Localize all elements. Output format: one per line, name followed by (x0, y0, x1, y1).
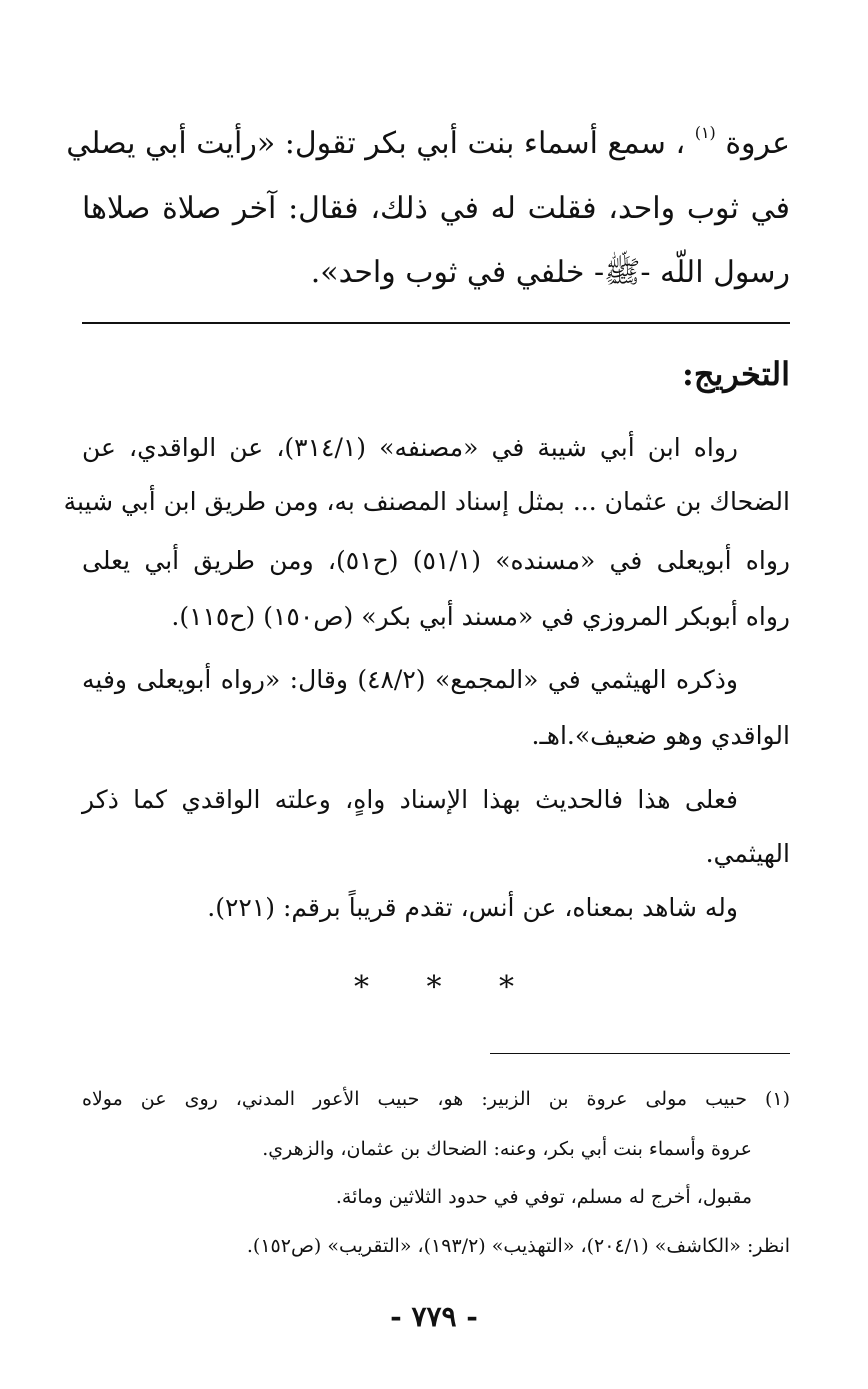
takhrij-p1-line-4: رواه أبوبكر المروزي في «مسند أبي بكر» (ص١٥٠) (ح١١٥). (171, 602, 790, 631)
takhrij-p3-line-2: الهيثمي. (705, 839, 790, 868)
section-divider (82, 322, 790, 324)
star-3: * (499, 970, 515, 1005)
footnote (82, 1080, 790, 1280)
star-2: * (426, 970, 442, 1005)
hadith-line-1-rest: ، سمع أسماء بنت أبي بكر تقول: «رأيت أبي يصلي (66, 126, 686, 161)
footnote-line-2: عروة وأسماء بنت أبي بكر، وعنه: الضحاك بن عثمان، والزهري. (262, 1138, 752, 1160)
takhrij-p1-line-2: الضحاك بن عثمان ... بمثل إسناد المصنف به، ومن طريق ابن أبي شيبة (63, 487, 790, 516)
takhrij-p3-line-1: فعلى هذا فالحديث بهذا الإسناد واهٍ، وعلته الواقدي كما ذكر (82, 785, 738, 814)
hadith-line-1-start: عروة (725, 126, 790, 161)
takhrij-p4: وله شاهد بمعناه، عن أنس، تقدم قريباً برقم: (٢٢١). (207, 893, 738, 922)
page-number: - ٧٧٩ - (390, 1300, 478, 1333)
footnote-line-4: انظر: «الكاشف» (٢٠٤/١)، «التهذيب» (١٩٣/٢)، «التقريب» (ص١٥٢). (246, 1235, 790, 1257)
footnote-line-1: (١) حبيب مولى عروة بن الزبير: هو، حبيب الأعور المدني، روى عن مولاه (82, 1088, 790, 1110)
footnote-line-3: مقبول، أخرج له مسلم، توفي في حدود الثلاثين ومائة. (335, 1186, 752, 1208)
footnote-divider (490, 1053, 790, 1054)
hadith-line-3: رسول اللّه -ﷺ- خلفي في ثوب واحد». (310, 255, 790, 290)
takhrij-p2-line-2: الواقدي وهو ضعيف».اهـ. (531, 721, 790, 750)
star-1: * (353, 970, 369, 1005)
takhrij-p1-line-1: رواه ابن أبي شيبة في «مصنفه» (٣١٤/١)، عن الواقدي، عن (82, 433, 738, 462)
star-separator (0, 970, 868, 1005)
takhrij-p2-line-1: وذكره الهيثمي في «المجمع» (٤٨/٢) وقال: «رواه أبويعلى وفيه (82, 665, 738, 694)
hadith-line-2: في ثوب واحد، فقلت له في ذلك، فقال: آخر صلاة صلاها (82, 191, 790, 226)
takhrij-body (63, 425, 790, 945)
takhrij-heading: التخريج: (682, 355, 790, 393)
footnote-marker: (١) (694, 123, 716, 142)
hadith-line-1 (66, 123, 790, 161)
takhrij-p1-line-3: رواه أبويعلى في «مسنده» (٥١/١) (ح٥١)، ومن طريق أبي يعلى (82, 546, 790, 575)
hadith-text (66, 112, 790, 312)
